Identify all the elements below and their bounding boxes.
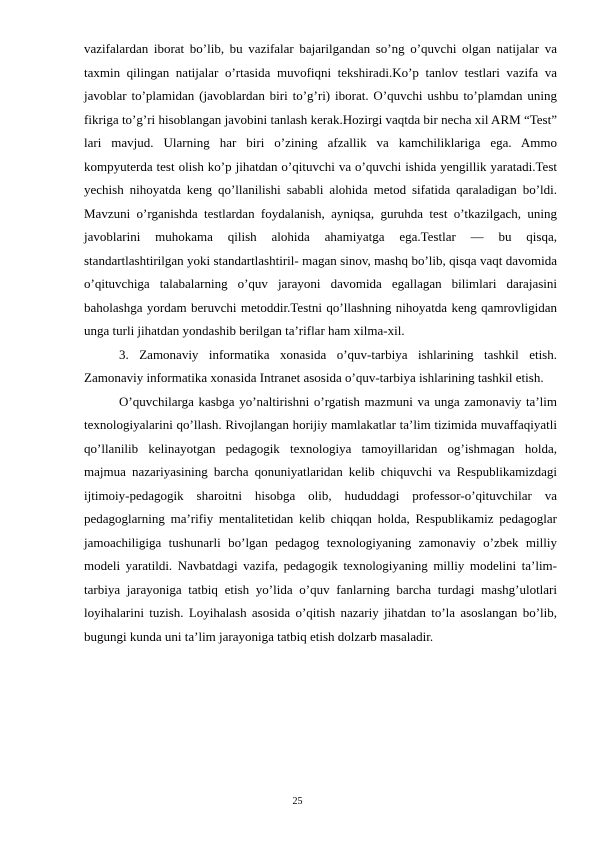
paragraph-test-methods: vazifalardan iborat bo’lib, bu vazifalar bajarilgandan so’ng o’quvchi olgan natijalar va taxmin qilingan natijalar o’rtasida muvofiqni tekshiradi.Ko’p tanlov testlari vazifa va javoblar to’plamidan (javoblardan biri to’g’ri) iborat. O’quvchi ushbu to’plamdan uning fikriga to’g’ri hisoblangan javobini tanlash kerak.Hozirgi vaqtda bir necha xil ARM “Test” lari mavjud. Ularning har biri o’zining afzallik va kamchiliklariga ega. Ammo kompyuterda test olish ko’p jihatdan o’qituvchi va o’quvchi ishida yengillik yaratadi.Test yechish nihoyatda keng qo’llanilishi sababli alohida metod sifatida qaraladigan bo’ldi. Mavzuni o’rganishda testlardan foydalanish, ayniqsa, guruhda test o’tkazilgach, uning javoblarini muhokama qilish alohida ahamiyatga ega.Testlar — bu qisqa, standartlashtirilgan yoki standartlashtiril- magan sinov, mashq bo’lib, qisqa vaqt davomida o’qituvchiga talabalarning o’quv jarayoni davomida egallagan bilimlari darajasini baholashga yordam beruvchi metoddir.Testni qo’llashning nihoyatda keng qamrovligidan unga turli jihatdan yondashib berilgan ta’riflar ham xilma-xil. — [84, 41, 557, 338]
paragraph-career-guidance: O’quvchilarga kasbga yo’naltirishni o’rgatish mazmuni va unga zamonaviy ta’lim texnologiyalarini qo’llash. Rivojlangan horijiy mamlakatlar ta’lim tizimida muvaffaqiyatli qo’llanilib kelinayotgan pedagogik texnologiya tamoyillaridan og’ishmagan holda, majmua nazariyasining barcha qonuniyatlaridan kelib chiquvchi va Respublikamizdagi ijtimoiy-pedagogik sharoitni hisobga olib, hududdagi professor-o’qituvchilar va pedagoglarning ma’rifiy mentalitetidan kelib chiqqan holda, Respublikamiz pedagoglar jamoachiligiga tushunarli bo’lgan pedagog texnologiyaning zamonaviy o’zbek milliy modeli yaratildi. Navbatdagi vazifa, pedagogik texnologiyaning milliy modelini ta’lim-tarbiya jarayoniga tatbiq etish yo’lida o’quv fanlarning barcha turdagi mashg’ulotlari loyihalarini tuzish. Loyihalash asosida o’qitish nazariy jihatdan to’la asoslangan bo’lib, bugungi kunda uni ta’lim jarayoniga tatbiq etish dolzarb masaladir. — [84, 393, 557, 644]
page-number: 25 — [292, 796, 303, 807]
paragraph-section-3: 3. Zamonaviy informatika xonasida o’quv-tarbiya ishlarining tashkil etish. Zamonaviy informatika xonasida Intranet asosida o’quv-tarbiya ishlarining tashkil etish. — [84, 346, 557, 385]
body-text — [84, 37, 557, 648]
